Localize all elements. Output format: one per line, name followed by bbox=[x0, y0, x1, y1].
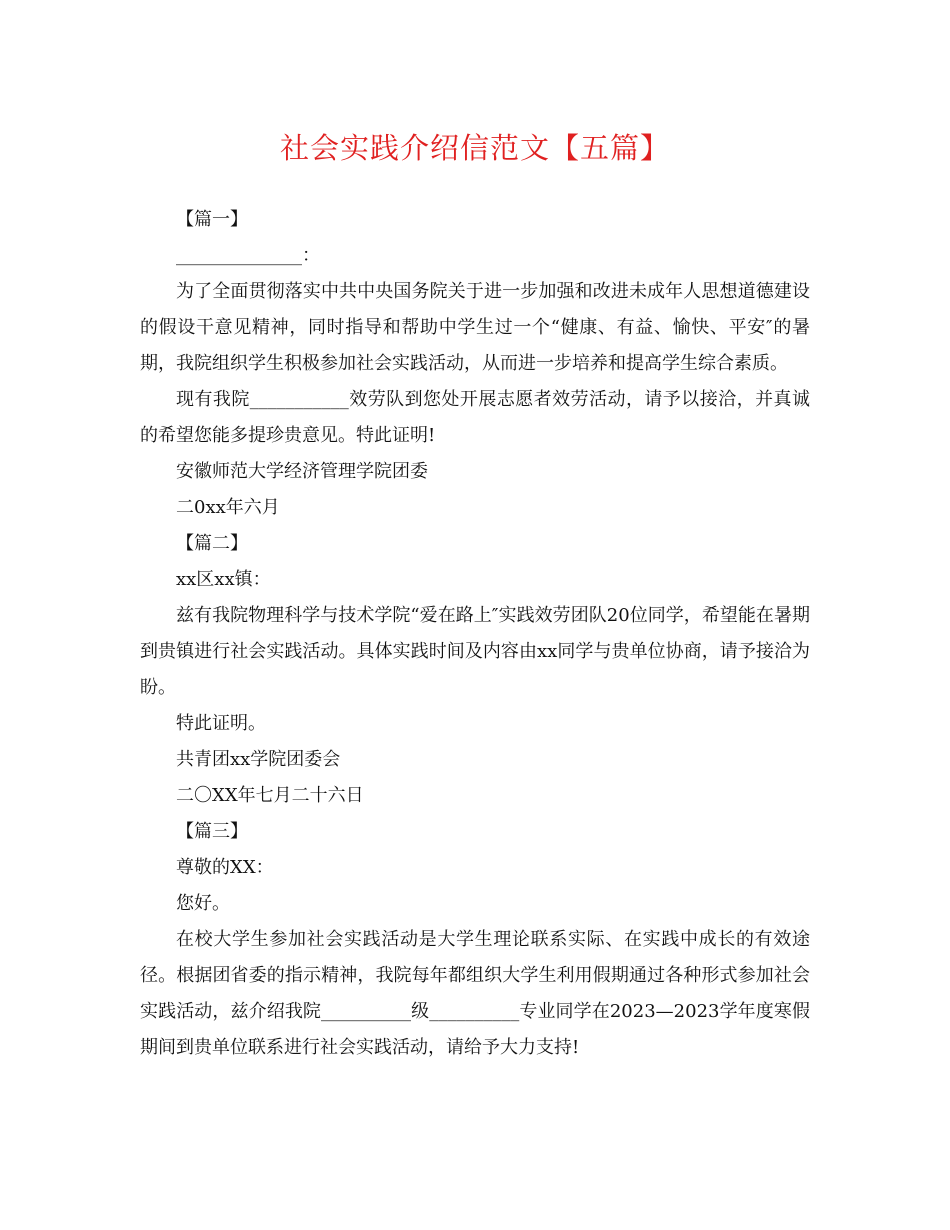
document-title: 社会实践介绍信范文【五篇】 bbox=[279, 131, 670, 165]
document-body bbox=[140, 202, 810, 1066]
section-3-heading: 【篇三】 bbox=[176, 821, 248, 842]
section-2-paragraph-1: 兹有我院物理科学与技术学院“爱在路上″实践效劳团队20位同学，希望能在暑期到贵镇进行社会实践活动。具体实践时间及内容由xx同学与贵单位协商，请予接洽为盼。 bbox=[140, 605, 810, 698]
section-1-salutation: ______________： bbox=[176, 245, 320, 266]
section-2-salutation: xx区xx镇： bbox=[176, 569, 271, 590]
section-2-date: 二〇XX年七月二十六日 bbox=[176, 785, 364, 806]
section-2-signature: 共青团xx学院团委会 bbox=[176, 749, 341, 770]
section-1-signature: 安徽师范大学经济管理学院团委 bbox=[176, 461, 428, 482]
section-1-paragraph-1: 为了全面贯彻落实中共中央国务院关于进一步加强和改进未成年人思想道德建设的假设干意见精神，同时指导和帮助中学生过一个“健康、有益、愉快、平安″的暑期，我院组织学生积极参加社会实践活动，从而进一步培养和提高学生综合素质。 bbox=[140, 281, 810, 374]
section-1-date: 二0xx年六月 bbox=[176, 497, 280, 518]
section-3-salutation: 尊敬的XX： bbox=[176, 857, 274, 878]
section-3-paragraph-1: 在校大学生参加社会实践活动是大学生理论联系实际、在实践中成长的有效途径。根据团省委的指示精神，我院每年都组织大学生利用假期通过各种形式参加社会实践活动，兹介绍我院__________级__________专业同学在2023—2023学年度寒假期间到贵单位联系进行社会实践活动，请给予大力支持! bbox=[140, 929, 810, 1058]
section-2-closing: 特此证明。 bbox=[176, 713, 266, 734]
section-3-greeting: 您好。 bbox=[176, 893, 230, 914]
section-1-heading: 【篇一】 bbox=[176, 209, 248, 230]
section-2-heading: 【篇二】 bbox=[176, 533, 248, 554]
section-1-paragraph-2: 现有我院___________效劳队到您处开展志愿者效劳活动，请予以接洽，并真诚的希望您能多提珍贵意见。特此证明! bbox=[140, 389, 810, 446]
